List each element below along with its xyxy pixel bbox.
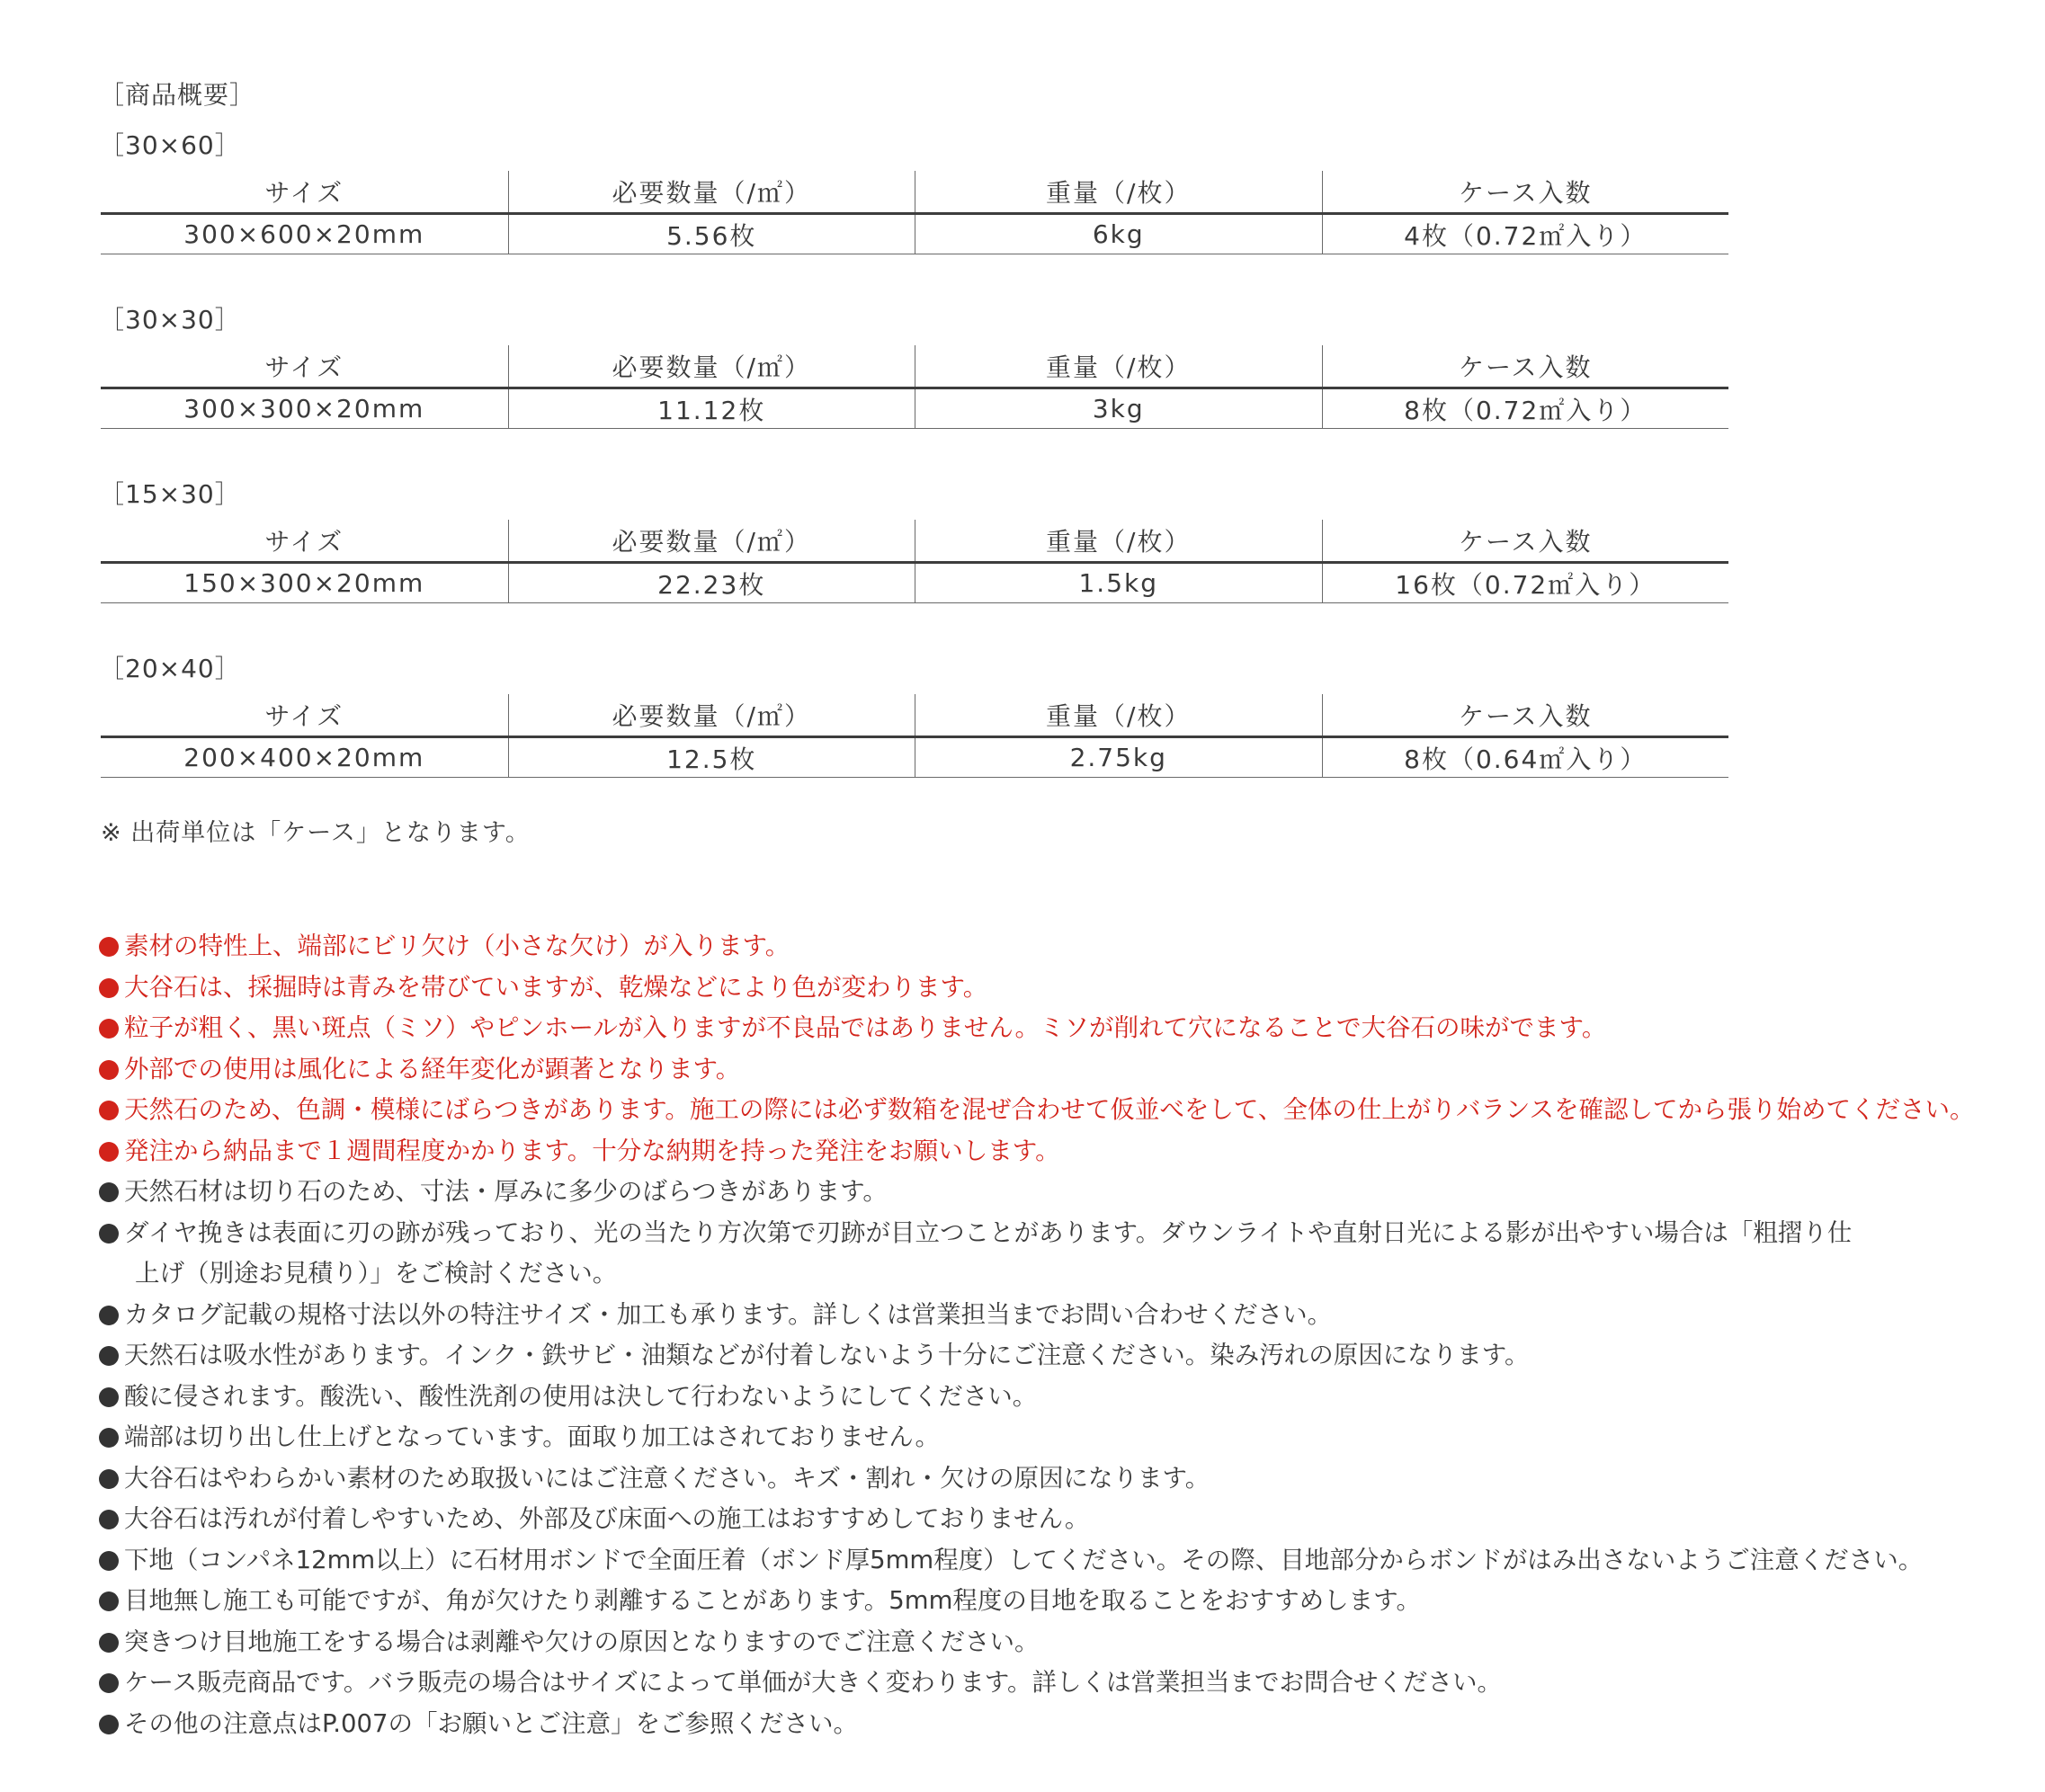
header-quantity: 必要数量（/㎡） <box>508 520 915 561</box>
bullet-icon <box>99 1633 119 1653</box>
cell-quantity: 22.23枚 <box>508 564 915 602</box>
caution-text: 下地（コンパネ12mm以上）に石材用ボンドで全面圧着（ボンド厚5mm程度）してください。その際、目地部分からボンドがはみ出さないようご注意ください。 <box>124 1545 1924 1574</box>
spec-title: ［30×60］ <box>99 130 241 160</box>
caution-text: 天然石は吸水性があります。インク・鉄サビ・油類などが付着しないよう十分にご注意ください。染み汚れの原因になります。 <box>124 1341 1530 1369</box>
bullet-icon <box>99 1224 119 1244</box>
cell-case: 4枚（0.72㎡入り） <box>1322 215 1729 254</box>
header-quantity: 必要数量（/㎡） <box>508 345 915 387</box>
shipping-unit-note: ※ 出荷単位は「ケース」となります。 <box>101 819 531 847</box>
table-row <box>101 215 1728 254</box>
spec-table <box>101 171 1728 254</box>
caution-text: その他の注意点はP.007の「お願いとご注意」をご参照ください。 <box>124 1708 859 1738</box>
caution-item <box>99 1131 1951 1172</box>
caution-item <box>99 1213 1951 1295</box>
caution-item <box>99 1090 1975 1131</box>
header-size: サイズ <box>264 178 344 208</box>
caution-text: ダイヤ挽きは表面に刃の跡が残っており、光の当たり方次第で刃跡が目立つことがあります。ダウンライトや直射日光による影が出やすい場合は「粗摺り仕 <box>124 1217 1853 1247</box>
caution-item <box>99 1377 1951 1418</box>
cell-case: 16枚（0.72㎡入り） <box>1322 564 1729 602</box>
caution-item <box>99 1049 1951 1091</box>
bullet-icon <box>99 1469 119 1489</box>
cell-size: 300×600×20mm <box>183 219 425 249</box>
header-size: サイズ <box>264 352 344 382</box>
caution-item <box>99 1581 1951 1622</box>
cell-size: 200×400×20mm <box>183 743 425 772</box>
bullet-icon <box>99 1346 119 1366</box>
table-header-row <box>101 171 1728 215</box>
spec-table <box>101 520 1728 602</box>
header-weight: 重量（/枚） <box>915 694 1322 736</box>
caution-text: 目地無し施工も可能ですが、角が欠けたり剥離することがあります。5mm程度の目地を取ることをおすすめします。 <box>124 1586 1421 1615</box>
header-weight: 重量（/枚） <box>915 345 1322 387</box>
table-header-row <box>101 694 1728 738</box>
spec-table <box>101 345 1728 428</box>
caution-item <box>99 1172 1951 1213</box>
caution-item <box>99 967 1951 1009</box>
caution-item <box>99 1417 1951 1458</box>
cell-weight: 6kg <box>915 215 1322 254</box>
header-weight: 重量（/枚） <box>915 520 1322 561</box>
spec-title: ［15×30］ <box>99 479 241 509</box>
cell-weight: 3kg <box>915 389 1322 428</box>
header-case: ケース入数 <box>1322 345 1729 387</box>
caution-item <box>99 926 1951 967</box>
cell-weight: 2.75kg <box>915 738 1322 777</box>
table-row <box>101 738 1728 778</box>
bullet-icon <box>99 1387 119 1407</box>
header-case: ケース入数 <box>1322 520 1729 561</box>
caution-text: 天然石材は切り石のため、寸法・厚みに多少のばらつきがあります。 <box>124 1177 888 1206</box>
cell-size: 300×300×20mm <box>183 394 425 423</box>
table-header-row <box>101 520 1728 564</box>
caution-text: 粒子が粗く、黒い斑点（ミソ）やピンホールが入りますが不良品ではありません。ミソが削れて穴になることで大谷石の味がでます。 <box>124 1013 1607 1042</box>
bullet-icon <box>99 1591 119 1611</box>
caution-text: 大谷石はやわらかい素材のため取扱いにはご注意ください。キズ・割れ・欠けの原因になります。 <box>124 1463 1210 1493</box>
spec-table <box>101 694 1728 777</box>
caution-item <box>99 1540 1951 1582</box>
bullet-icon <box>99 1551 119 1571</box>
caution-item <box>99 1622 1951 1663</box>
cell-quantity: 11.12枚 <box>508 389 915 428</box>
bullet-icon <box>99 1673 119 1693</box>
caution-text: 大谷石は汚れが付着しやすいため、外部及び床面への施工はおすすめしておりません。 <box>124 1504 1090 1533</box>
caution-item <box>99 1458 1951 1500</box>
header-weight: 重量（/枚） <box>915 171 1322 212</box>
cell-case: 8枚（0.72㎡入り） <box>1322 389 1729 428</box>
bullet-icon <box>99 1510 119 1529</box>
caution-text: 端部は切り出し仕上げとなっています。面取り加工はされておりません。 <box>124 1422 940 1451</box>
caution-text: 発注から納品まで１週間程度かかります。十分な納期を持った発注をお願いします。 <box>124 1136 1060 1165</box>
caution-item <box>99 1008 1951 1049</box>
caution-item <box>99 1499 1951 1540</box>
table-row <box>101 389 1728 429</box>
caution-item <box>99 1335 1951 1377</box>
caution-text: 大谷石は、採掘時は青みを帯びていますが、乾燥などにより色が変わります。 <box>124 972 988 1002</box>
bullet-icon <box>99 1019 119 1039</box>
caution-item <box>99 1663 1951 1704</box>
bullet-icon <box>99 1715 119 1734</box>
header-quantity: 必要数量（/㎡） <box>508 694 915 736</box>
cell-weight: 1.5kg <box>915 564 1322 602</box>
bullet-icon <box>99 1101 119 1120</box>
bullet-icon <box>99 1060 119 1080</box>
caution-item <box>99 1704 1951 1745</box>
header-size: サイズ <box>264 701 344 731</box>
caution-text: ケース販売商品です。バラ販売の場合はサイズによって単価が大きく変わります。詳しくは営業担当までお問合せください。 <box>124 1668 1503 1697</box>
caution-list <box>99 926 1975 1744</box>
caution-text: 天然石のため、色調・模様にばらつきがあります。施工の際には必ず数箱を混ぜ合わせて仮並べをして、全体の仕上がりバランスを確認してから張り始めてください。 <box>124 1095 1975 1124</box>
bullet-icon <box>99 1428 119 1448</box>
table-header-row <box>101 345 1728 389</box>
header-case: ケース入数 <box>1322 171 1729 212</box>
overview-heading: ［商品概要］ <box>99 80 256 110</box>
bullet-icon <box>99 937 119 957</box>
caution-text: 素材の特性上、端部にビリ欠け（小さな欠け）が入ります。 <box>124 932 790 960</box>
bullet-icon <box>99 1306 119 1325</box>
bullet-icon <box>99 978 119 998</box>
header-size: サイズ <box>264 527 344 557</box>
caution-text-continued: 上げ（別途お見積り）」をご検討ください。 <box>135 1259 618 1288</box>
caution-text: カタログ記載の規格寸法以外の特注サイズ・加工も承ります。詳しくは営業担当までお問い合わせください。 <box>124 1299 1333 1329</box>
spec-title: ［20×40］ <box>99 654 241 683</box>
cell-quantity: 12.5枚 <box>508 738 915 777</box>
cell-case: 8枚（0.64㎡入り） <box>1322 738 1729 777</box>
bullet-icon <box>99 1182 119 1202</box>
spec-title: ［30×30］ <box>99 305 241 334</box>
cell-size: 150×300×20mm <box>183 568 425 598</box>
cell-quantity: 5.56枚 <box>508 215 915 254</box>
header-case: ケース入数 <box>1322 694 1729 736</box>
caution-text: 酸に侵されます。酸洗い、酸性洗剤の使用は決して行わないようにしてください。 <box>124 1381 1038 1411</box>
caution-text: 突きつけ目地施工をする場合は剥離や欠けの原因となりますのでご注意ください。 <box>124 1627 1040 1656</box>
caution-item <box>99 1295 1951 1336</box>
header-quantity: 必要数量（/㎡） <box>508 171 915 212</box>
bullet-icon <box>99 1142 119 1162</box>
caution-text: 外部での使用は風化による経年変化が顕著となります。 <box>124 1054 741 1083</box>
table-row <box>101 564 1728 603</box>
